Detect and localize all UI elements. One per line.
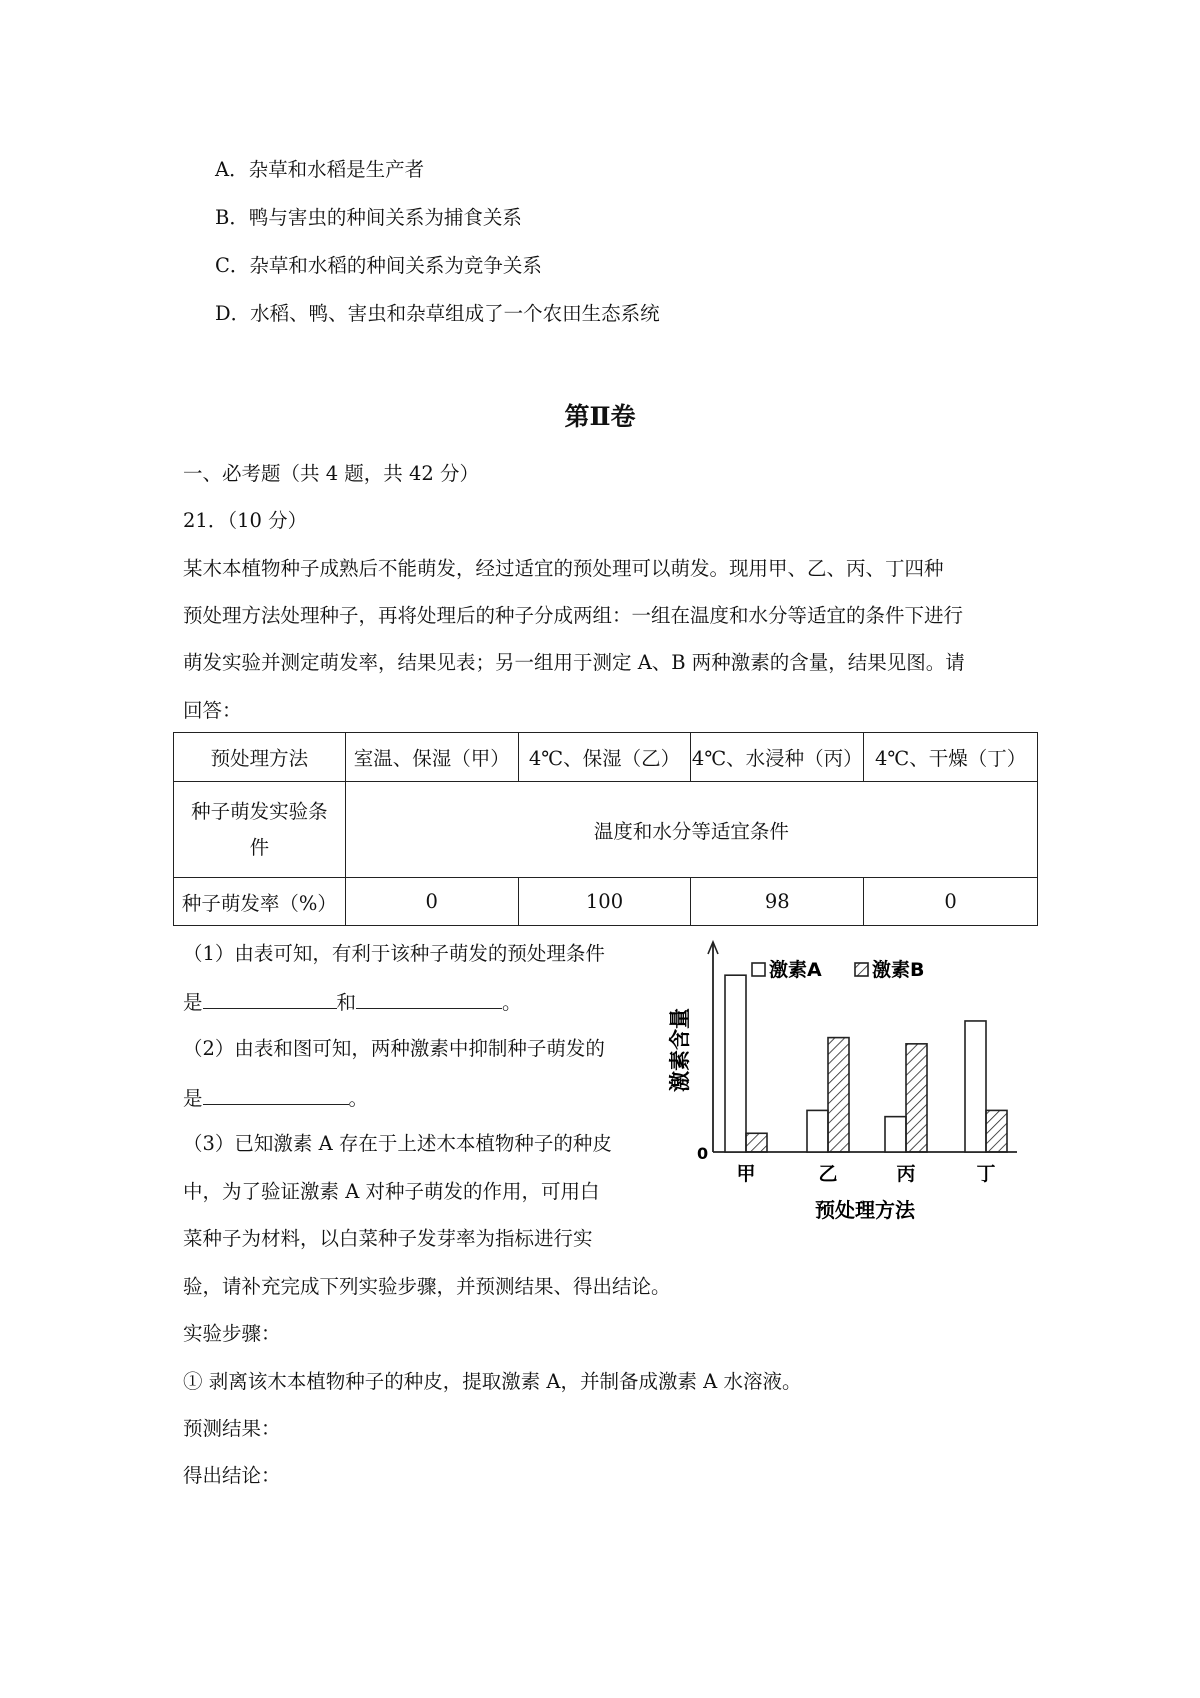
- q3-line-2: 中，为了验证激素 A 对种子萌发的作用，可用白: [183, 1180, 600, 1203]
- stem-line-3: 萌发实验并测定萌发率，结果见表；另一组用于测定 A、B 两种激素的含量，结果见图。请: [183, 651, 965, 674]
- table-row-rate: [174, 878, 1038, 926]
- table-header-cell: 4℃、干燥（丁）: [864, 733, 1038, 782]
- bar-a-0: [725, 975, 746, 1152]
- question-number: 21．（10 分）: [183, 509, 308, 532]
- x-tick-label: 丙: [896, 1163, 916, 1185]
- conclusion-label: 得出结论：: [183, 1464, 281, 1487]
- answer-blank-2[interactable]: [356, 988, 502, 1009]
- answer-blank-3[interactable]: [203, 1084, 349, 1105]
- rate-value: 0: [864, 878, 1038, 926]
- bar-a-2: [885, 1117, 906, 1152]
- x-axis-label: 预处理方法: [815, 1198, 915, 1222]
- bar-b-2: [906, 1044, 927, 1152]
- condition-label-line-2: 件: [249, 835, 270, 859]
- q2-text-b: 。: [348, 1087, 369, 1110]
- q1-text-b: 和: [336, 991, 357, 1014]
- bar-b-1: [828, 1038, 849, 1152]
- q1-text-a: 是: [183, 991, 203, 1014]
- condition-label-line-1: 种子萌发实验条: [191, 799, 328, 823]
- q2-text-a: 是: [183, 1087, 203, 1110]
- stem-line-1: 某木本植物种子成熟后不能萌发，经过适宜的预处理可以萌发。现用甲、乙、丙、丁四种: [183, 557, 944, 580]
- bar-b-3: [986, 1110, 1007, 1152]
- rate-value: 98: [691, 878, 864, 926]
- q2-line-2: [183, 1084, 368, 1112]
- x-tick-label: 丁: [976, 1163, 996, 1185]
- option-d: D．水稻、鸭、害虫和杂草组成了一个农田生态系统: [215, 302, 660, 325]
- bars-group: [725, 975, 1007, 1152]
- condition-label: [174, 782, 346, 878]
- legend-swatch-b: [855, 963, 868, 976]
- x-tick-label: 乙: [818, 1163, 838, 1185]
- q2-line-1: （2）由表和图可知，两种激素中抑制种子萌发的: [183, 1037, 605, 1060]
- origin-label: 0: [697, 1144, 709, 1163]
- y-axis-label: 激素含量: [668, 1008, 692, 1092]
- q3-line-3: 菜种子为材料，以白菜种子发芽率为指标进行实: [183, 1227, 593, 1250]
- option-a: A．杂草和水稻是生产者: [215, 158, 425, 181]
- x-tick-label: 甲: [736, 1163, 756, 1185]
- bar-a-3: [965, 1021, 986, 1152]
- q3-line-1: （3）已知激素 A 存在于上述木本植物种子的种皮: [183, 1132, 612, 1155]
- q3-line-4: 验，请补充完成下列实验步骤，并预测结果、得出结论。: [183, 1275, 671, 1298]
- q1-line-1: （1）由表可知，有利于该种子萌发的预处理条件: [183, 942, 605, 965]
- rate-value: 0: [345, 878, 518, 926]
- option-b: B．鸭与害虫的种间关系为捕食关系: [215, 206, 522, 229]
- table-header-row: [174, 733, 1038, 782]
- stem-line-2: 预处理方法处理种子，再将处理后的种子分成两组：一组在温度和水分等适宜的条件下进行: [183, 604, 964, 627]
- table-row-condition: [174, 782, 1038, 878]
- bar-b-0: [746, 1133, 767, 1152]
- legend-label-a: 激素A: [769, 959, 822, 981]
- rate-label: 种子萌发率（%）: [174, 878, 346, 926]
- table-header-cell: 室温、保湿（甲）: [345, 733, 518, 782]
- condition-value: 温度和水分等适宜条件: [345, 782, 1037, 878]
- x-ticks-group: [736, 1163, 995, 1185]
- predict-label: 预测结果：: [183, 1417, 281, 1440]
- section-heading: 一、必考题（共 4 题，共 42 分）: [183, 462, 480, 485]
- pretreatment-table: [173, 732, 1038, 926]
- rate-value: 100: [518, 878, 691, 926]
- legend-swatch-a: [752, 963, 765, 976]
- table-header-cell: 4℃、保湿（乙）: [518, 733, 691, 782]
- q1-line-2: [183, 988, 522, 1016]
- bar-a-1: [807, 1110, 828, 1152]
- table-header-cell: 4℃、水浸种（丙）: [691, 733, 864, 782]
- option-c: C．杂草和水稻的种间关系为竞争关系: [215, 254, 542, 277]
- steps-label: 实验步骤：: [183, 1322, 281, 1345]
- q1-text-c: 。: [502, 991, 522, 1014]
- section-title: 第Ⅱ卷: [564, 402, 636, 431]
- legend-label-b: 激素B: [872, 959, 925, 981]
- answer-blank-1[interactable]: [203, 988, 337, 1009]
- hormone-chart: [655, 930, 1025, 1230]
- table-header-cell: 预处理方法: [174, 733, 346, 782]
- stem-line-4: 回答：: [183, 699, 242, 722]
- step-1: ① 剥离该木本植物种子的种皮，提取激素 A，并制备成激素 A 水溶液。: [183, 1370, 802, 1393]
